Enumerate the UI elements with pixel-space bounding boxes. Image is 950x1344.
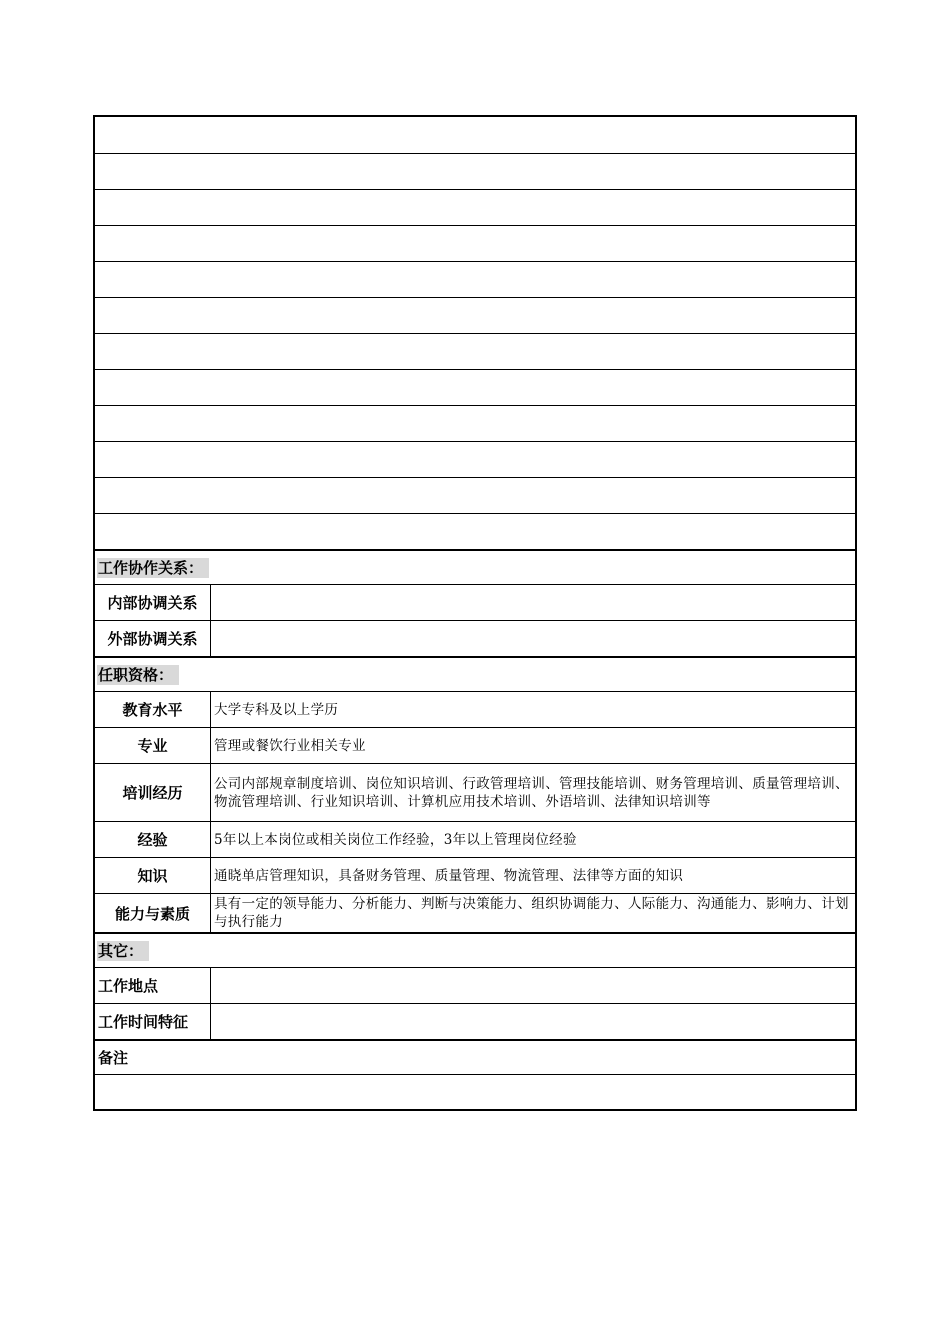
row-label: 工作时间特征: [95, 1004, 211, 1039]
section-other: [95, 932, 855, 967]
blank-row: [95, 189, 855, 225]
row-value: 具有一定的领导能力、分析能力、判断与决策能力、组织协调能力、人际能力、沟通能力、影响力、计划与执行能力: [214, 896, 849, 930]
row-value: [211, 585, 855, 620]
row-label: 内部协调关系: [95, 585, 211, 620]
row-value: [211, 1004, 855, 1039]
row-label: 专业: [95, 728, 211, 763]
section-title: 工作协作关系：: [97, 558, 209, 578]
row-label: 培训经历: [95, 764, 211, 821]
row-label: 经验: [95, 822, 211, 857]
row-value: [211, 621, 855, 656]
row-value: 5年以上本岗位或相关岗位工作经验，3年以上管理岗位经验: [214, 831, 577, 848]
blank-row: [95, 261, 855, 297]
blank-row: [95, 441, 855, 477]
table-row: [95, 893, 855, 932]
blank-row: [95, 225, 855, 261]
blank-row: [95, 477, 855, 513]
remarks-row: [95, 1074, 855, 1109]
job-description-table: [93, 115, 857, 1111]
row-value: 大学专科及以上学历: [214, 701, 339, 718]
section-title: 其它：: [97, 941, 149, 961]
row-value: 管理或餐饮行业相关专业: [214, 737, 366, 754]
table-row: [95, 967, 855, 1003]
row-label: 知识: [95, 858, 211, 893]
table-row: [95, 727, 855, 763]
blank-row: [95, 513, 855, 549]
section-remarks: [95, 1039, 855, 1074]
row-label: 教育水平: [95, 692, 211, 727]
table-row: [95, 1003, 855, 1039]
blank-row: [95, 405, 855, 441]
row-label: 外部协调关系: [95, 621, 211, 656]
blank-row: [95, 153, 855, 189]
blank-row: [95, 297, 855, 333]
blank-row: [95, 369, 855, 405]
row-label: 能力与素质: [95, 894, 211, 932]
section-title: 任职资格：: [97, 665, 179, 685]
section-qualifications: [95, 656, 855, 691]
row-label: 工作地点: [95, 968, 211, 1003]
row-value: 通晓单店管理知识，具备财务管理、质量管理、物流管理、法律等方面的知识: [214, 867, 684, 884]
table-row: [95, 857, 855, 893]
row-value: 公司内部规章制度培训、岗位知识培训、行政管理培训、管理技能培训、财务管理培训、质量管理培训、物流管理培训、行业知识培训、计算机应用技术培训、外语培训、法律知识培训等: [214, 775, 849, 810]
remarks-value: [95, 1075, 855, 1109]
table-row: [95, 763, 855, 821]
table-row: [95, 620, 855, 656]
table-row: [95, 821, 855, 857]
section-title: 备注: [98, 1048, 129, 1067]
blank-row: [95, 333, 855, 369]
section-collaboration: [95, 549, 855, 584]
table-row: [95, 584, 855, 620]
table-row: [95, 691, 855, 727]
row-value: [211, 968, 855, 1003]
blank-row: [95, 117, 855, 153]
